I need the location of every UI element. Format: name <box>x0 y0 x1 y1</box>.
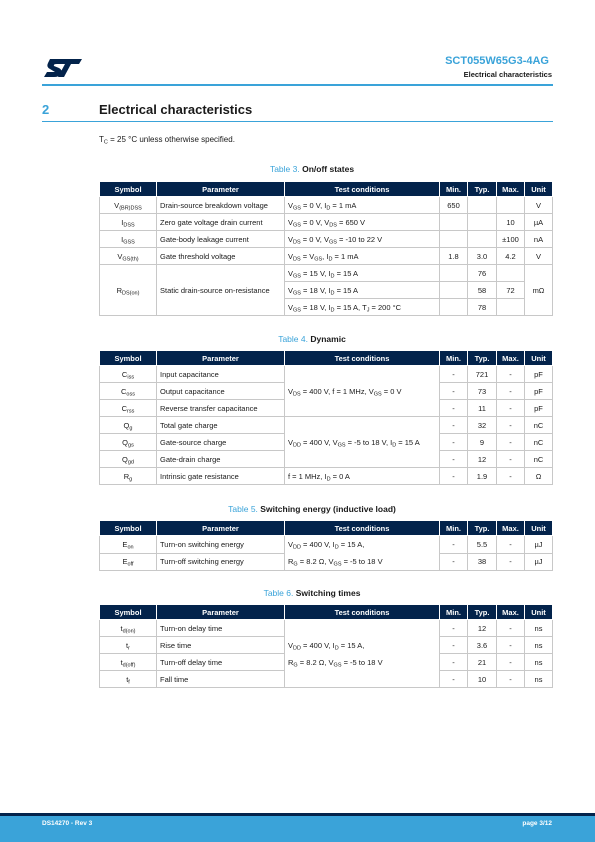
footer-page-number: page 3/12 <box>522 820 552 827</box>
min-cell <box>440 282 468 299</box>
unit-cell: ns <box>525 654 553 671</box>
col-min: Min. <box>440 182 468 197</box>
col-typ: Typ. <box>468 521 497 536</box>
unit-cell: nC <box>525 434 553 451</box>
parameter-cell: Drain-source breakdown voltage <box>157 197 285 214</box>
condition-cell: $V_{DD} = 400$ V, $I_D = 15$ A, $R_G = 8.2$ Ω, $V_{GS} = -5$ to 18 V <box>285 536 440 571</box>
condition-cell: $V_{GS} = 18$ V, $I_D = 15$ A, $T_J = 200$ °C <box>285 299 440 316</box>
condition-cell: $V_{DD} = 400$ V, $V_{GS} = -5$ to 18 V, $I_D = 15$ A <box>285 417 440 468</box>
col-symbol: Symbol <box>100 182 157 197</box>
max-cell: - <box>497 383 525 400</box>
parameter-cell: Turn-on switching energy <box>157 536 285 554</box>
table5-caption: Table 5. Switching energy (inductive load) <box>228 504 396 514</box>
max-cell: 4.2 <box>497 248 525 265</box>
symbol-cell: $I_{GSS}$ <box>100 231 157 248</box>
min-cell <box>440 299 468 316</box>
symbol-cell: $Q_{gd}$ <box>100 451 157 468</box>
col-unit: Unit <box>525 182 553 197</box>
table-row <box>100 197 553 214</box>
table4-dynamic <box>99 350 553 485</box>
unit-cell: nA <box>525 231 553 248</box>
col-test-conditions: Test conditions <box>285 605 440 620</box>
min-cell: - <box>440 383 468 400</box>
parameter-cell: Fall time <box>157 671 285 688</box>
col-unit: Unit <box>525 521 553 536</box>
unit-cell: ns <box>525 637 553 654</box>
st-logo-icon <box>42 57 84 79</box>
max-cell: - <box>497 451 525 468</box>
max-cell: - <box>497 553 525 571</box>
col-parameter: Parameter <box>157 521 285 536</box>
parameter-cell: Gate threshold voltage <box>157 248 285 265</box>
unit-cell: V <box>525 248 553 265</box>
unit-cell: Ω <box>525 468 553 485</box>
min-cell: - <box>440 434 468 451</box>
temperature-condition: $T_C = 25$ °C unless otherwise specified. <box>99 135 235 146</box>
col-typ: Typ. <box>468 182 497 197</box>
typ-cell <box>468 214 497 231</box>
symbol-cell: $t_r$ <box>100 637 157 654</box>
table-row <box>100 214 553 231</box>
typ-cell: 76 <box>468 265 497 282</box>
max-cell: - <box>497 671 525 688</box>
symbol-cell: $t_{d(on)}$ <box>100 620 157 637</box>
symbol-cell: $C_{rss}$ <box>100 400 157 417</box>
typ-cell: 5.5 <box>468 536 497 554</box>
typ-cell: 32 <box>468 417 497 434</box>
table-row <box>100 417 553 434</box>
condition-cell: $V_{GS} = 0$ V, $V_{DS} = 650$ V <box>285 214 440 231</box>
col-parameter: Parameter <box>157 182 285 197</box>
max-cell: - <box>497 434 525 451</box>
unit-cell: ns <box>525 671 553 688</box>
max-cell: - <box>497 536 525 554</box>
table-header-row <box>100 521 553 536</box>
min-cell: - <box>440 620 468 637</box>
col-min: Min. <box>440 605 468 620</box>
min-cell <box>440 231 468 248</box>
col-max: Max. <box>497 351 525 366</box>
table-row <box>100 265 553 282</box>
parameter-cell: Intrinsic gate resistance <box>157 468 285 485</box>
max-cell: ±100 <box>497 231 525 248</box>
condition-cell: $V_{GS} = 18$ V, $I_D = 15$ A <box>285 282 440 299</box>
col-min: Min. <box>440 351 468 366</box>
condition-cell: $V_{GS} = 0$ V, $I_D = 1$ mA <box>285 197 440 214</box>
table-header-row <box>100 605 553 620</box>
unit-cell: ns <box>525 620 553 637</box>
min-cell: - <box>440 468 468 485</box>
parameter-cell: Static drain-source on-resistance <box>157 265 285 316</box>
condition-cell: $V_{DS} = V_{GS}$, $I_D = 1$ mA <box>285 248 440 265</box>
parameter-cell: Rise time <box>157 637 285 654</box>
table6-switching-times <box>99 604 553 688</box>
max-cell <box>497 299 525 316</box>
unit-cell: V <box>525 197 553 214</box>
table-row <box>100 366 553 383</box>
condition-cell: $V_{DS} = 400$ V, f = 1 MHz, $V_{GS} = 0$ V <box>285 366 440 417</box>
table3-onoff <box>99 181 553 316</box>
max-cell <box>497 197 525 214</box>
typ-cell: 10 <box>468 671 497 688</box>
col-unit: Unit <box>525 605 553 620</box>
min-cell: - <box>440 637 468 654</box>
unit-cell: pF <box>525 366 553 383</box>
table4-caption: Table 4. Dynamic <box>278 334 346 344</box>
typ-cell: 9 <box>468 434 497 451</box>
max-cell: - <box>497 366 525 383</box>
max-cell: - <box>497 400 525 417</box>
parameter-cell: Input capacitance <box>157 366 285 383</box>
table-header-row <box>100 182 553 197</box>
min-cell: - <box>440 553 468 571</box>
min-cell <box>440 214 468 231</box>
typ-cell <box>468 197 497 214</box>
typ-cell: 38 <box>468 553 497 571</box>
symbol-cell: $t_{d(off)}$ <box>100 654 157 671</box>
unit-cell: µJ <box>525 536 553 554</box>
min-cell: 650 <box>440 197 468 214</box>
header-part-number: SCT055W65G3-4AG <box>445 55 549 67</box>
max-cell: - <box>497 620 525 637</box>
max-cell <box>497 265 525 282</box>
symbol-cell: $Q_{gs}$ <box>100 434 157 451</box>
symbol-cell: $C_{oss}$ <box>100 383 157 400</box>
typ-cell: 11 <box>468 400 497 417</box>
col-symbol: Symbol <box>100 521 157 536</box>
typ-cell <box>468 231 497 248</box>
unit-cell: µA <box>525 214 553 231</box>
table-row <box>100 536 553 554</box>
max-cell: - <box>497 654 525 671</box>
symbol-cell: $E_{off}$ <box>100 553 157 571</box>
header-section-name: Electrical characteristics <box>463 70 552 79</box>
typ-cell: 721 <box>468 366 497 383</box>
symbol-cell: $R_{DS(on)}$ <box>100 265 157 316</box>
max-cell: 72 <box>497 282 525 299</box>
table6-caption: Table 6. Switching times <box>263 588 361 598</box>
table5-switching-energy <box>99 520 553 571</box>
table-row <box>100 468 553 485</box>
col-max: Max. <box>497 182 525 197</box>
symbol-cell: $R_g$ <box>100 468 157 485</box>
parameter-cell: Gate-drain charge <box>157 451 285 468</box>
min-cell: - <box>440 400 468 417</box>
typ-cell: 73 <box>468 383 497 400</box>
typ-cell: 3.0 <box>468 248 497 265</box>
table-row <box>100 248 553 265</box>
min-cell: - <box>440 536 468 554</box>
max-cell: - <box>497 637 525 654</box>
col-unit: Unit <box>525 351 553 366</box>
col-min: Min. <box>440 521 468 536</box>
parameter-cell: Gate-body leakage current <box>157 231 285 248</box>
table-row <box>100 620 553 637</box>
footer-doc-id: DS14270 - Rev 3 <box>42 820 93 827</box>
col-parameter: Parameter <box>157 605 285 620</box>
parameter-cell: Gate-source charge <box>157 434 285 451</box>
min-cell: - <box>440 671 468 688</box>
max-cell: 10 <box>497 214 525 231</box>
unit-cell: pF <box>525 383 553 400</box>
symbol-cell: $V_{(BR)DSS}$ <box>100 197 157 214</box>
unit-cell: µJ <box>525 553 553 571</box>
condition-cell: f = 1 MHz, $I_D = 0$ A <box>285 468 440 485</box>
min-cell: - <box>440 417 468 434</box>
unit-cell: nC <box>525 451 553 468</box>
min-cell <box>440 265 468 282</box>
section-divider <box>42 121 553 122</box>
table-row <box>100 231 553 248</box>
parameter-cell: Zero gate voltage drain current <box>157 214 285 231</box>
typ-cell: 21 <box>468 654 497 671</box>
parameter-cell: Output capacitance <box>157 383 285 400</box>
col-max: Max. <box>497 521 525 536</box>
col-max: Max. <box>497 605 525 620</box>
symbol-cell: $t_f$ <box>100 671 157 688</box>
condition-cell: $V_{GS} = 15$ V, $I_D = 15$ A <box>285 265 440 282</box>
col-test-conditions: Test conditions <box>285 351 440 366</box>
section-number: 2 <box>42 102 50 117</box>
col-typ: Typ. <box>468 605 497 620</box>
unit-cell: nC <box>525 417 553 434</box>
parameter-cell: Total gate charge <box>157 417 285 434</box>
col-symbol: Symbol <box>100 605 157 620</box>
typ-cell: 58 <box>468 282 497 299</box>
max-cell: - <box>497 417 525 434</box>
unit-cell: mΩ <box>525 265 553 316</box>
min-cell: - <box>440 366 468 383</box>
min-cell: - <box>440 451 468 468</box>
col-test-conditions: Test conditions <box>285 521 440 536</box>
condition-cell: $V_{DS} = 0$ V, $V_{GS} = -10$ to 22 V <box>285 231 440 248</box>
symbol-cell: $E_{on}$ <box>100 536 157 554</box>
parameter-cell: Turn-off switching energy <box>157 553 285 571</box>
unit-cell: pF <box>525 400 553 417</box>
header-divider <box>42 84 553 86</box>
col-test-conditions: Test conditions <box>285 182 440 197</box>
col-symbol: Symbol <box>100 351 157 366</box>
typ-cell: 12 <box>468 451 497 468</box>
table3-caption: Table 3. On/off states <box>269 164 355 174</box>
parameter-cell: Turn-on delay time <box>157 620 285 637</box>
max-cell: - <box>497 468 525 485</box>
section-title: Electrical characteristics <box>99 102 253 117</box>
symbol-cell: $V_{GS(th)}$ <box>100 248 157 265</box>
min-cell: 1.8 <box>440 248 468 265</box>
col-typ: Typ. <box>468 351 497 366</box>
col-parameter: Parameter <box>157 351 285 366</box>
symbol-cell: $I_{DSS}$ <box>100 214 157 231</box>
typ-cell: 12 <box>468 620 497 637</box>
symbol-cell: $C_{iss}$ <box>100 366 157 383</box>
condition-cell: $V_{DD} = 400$ V, $I_D = 15$ A, $R_G = 8.2$ Ω, $V_{GS} = -5$ to 18 V <box>285 620 440 688</box>
table-header-row <box>100 351 553 366</box>
parameter-cell: Reverse transfer capacitance <box>157 400 285 417</box>
typ-cell: 3.6 <box>468 637 497 654</box>
typ-cell: 78 <box>468 299 497 316</box>
min-cell: - <box>440 654 468 671</box>
parameter-cell: Turn-off delay time <box>157 654 285 671</box>
symbol-cell: $Q_g$ <box>100 417 157 434</box>
typ-cell: 1.9 <box>468 468 497 485</box>
